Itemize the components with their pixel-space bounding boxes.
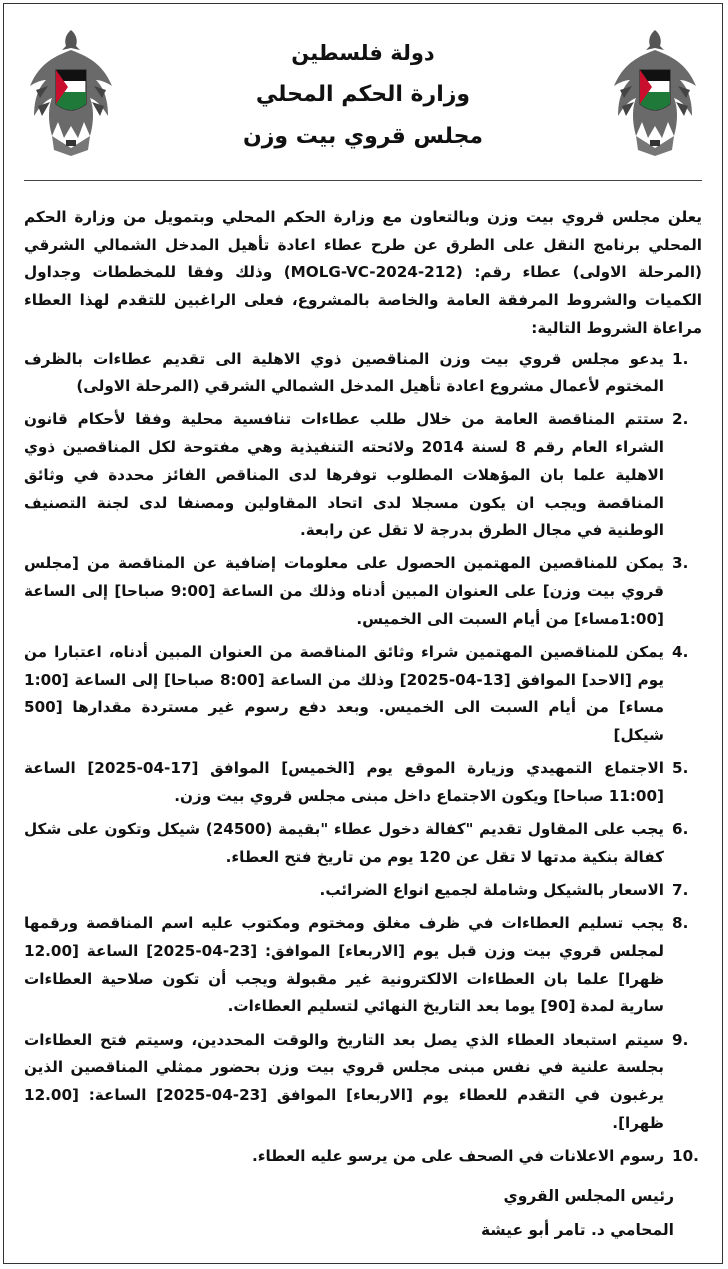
list-item xyxy=(24,406,702,545)
header-titles xyxy=(4,32,722,158)
item-text: يجب تسليم العطاءات في ظرف مغلق ومختوم ومكتوب عليه اسم المناقصة ورقمها لمجلس قروي بيت وزن قبل يوم [الاربعاء] الموافق: [23-04-2025] الساعة [12.00 ظهرا] علما بان العطاءات الالكترونية غير مقبولة ويجب أن تكون صلاحية العطاءات سارية لمدة [90] يوما بعد التاريخ النهائي لتسليم العطاءات. xyxy=(24,914,664,1016)
item-number: 1. xyxy=(672,349,689,368)
item-text: يمكن للمناقصين المهتمين شراء وثائق المناقصة من العنوان المبين أدناه، اعتبارا من يوم [الاحد] الموافق [13-04-2025] وذلك من الساعة [8:00 صباحا] إلى الساعة [1:00 مساء] من أيام السبت الى الخميس. وبعد دفع رسوم غير مستردة مقدارها [500 شيكل] xyxy=(24,643,664,745)
item-number: 3. xyxy=(672,554,689,573)
list-item xyxy=(24,910,702,1021)
announcement-page xyxy=(3,3,723,1264)
item-text: الاجتماع التمهيدي وزيارة الموقع يوم [الخميس] الموافق [17-04-2025] الساعة [11:00 صباحا] ويكون الاجتماع داخل مبنى مجلس قروي بيت وزن. xyxy=(24,759,664,806)
item-number: 9. xyxy=(672,1030,689,1049)
state-title: دولة فلسطين xyxy=(291,41,435,65)
list-item xyxy=(24,639,702,750)
item-text: يجب على المقاول تقديم "كفالة دخول عطاء "بقيمة (24500) شيكل وتكون على شكل كفالة بنكية مدتها لا تقل عن 120 يوم من تاريخ فتح العطاء. xyxy=(24,820,664,866)
list-item xyxy=(24,877,702,905)
item-number: 10. xyxy=(672,1147,699,1165)
item-number: 8. xyxy=(672,914,689,933)
announcement-body xyxy=(24,204,702,1247)
signature-title: رئيس المجلس القروي xyxy=(503,1186,674,1205)
list-item xyxy=(24,816,702,871)
header xyxy=(4,4,722,174)
item-text: يمكن للمناقصين المهتمين الحصول على معلومات إضافية عن المناقصة من [مجلس قروي بيت وزن] على العنوان المبين أدناه وذلك من الساعة [9:00 صباحا] إلى الساعة [1:00مساء] من أيام السبت الى الخميس. xyxy=(24,554,664,628)
item-number: 4. xyxy=(672,643,689,662)
item-number: 7. xyxy=(672,881,689,900)
council-title: مجلس قروي بيت وزن xyxy=(242,124,484,149)
item-number: 6. xyxy=(672,820,689,839)
item-text: سيتم استبعاد العطاء الذي يصل بعد التاريخ والوقت المحددين، وسيتم فتح العطاءات بجلسة علنية في نفس مبنى مجلس قروي بيت وزن بحضور ممثلي المناقصين الذين يرغبون في التقدم للعطاء يوم [الاربعاء] الموافق [23-04-2025] الساعة: [12.00 ظهرا]. xyxy=(24,1030,664,1132)
list-item xyxy=(24,755,702,810)
signature-name: المحامي د. تامر أبو عيشة xyxy=(480,1220,674,1239)
item-text: ستتم المناقصة العامة من خلال طلب عطاءات تنافسية محلية وفقا لأحكام قانون الشراء العام رقم 8 لسنة 2014 ولائحته التنفيذية وهي مفتوحة لكل المناقصين ذوي الاهلية علما بان المؤهلات المطلوب توفرها لدى المناقص الفائز محددة في وثائق المناقصة ويجب ان يكون مسجلا لدى اتحاد المقاولين ومصنفا لدى لجنة التصنيف الوطنية في مجال الطرق بدرجة لا تقل عن رابعة. xyxy=(24,410,664,540)
conditions-list xyxy=(24,346,702,1171)
ministry-title: وزارة الحكم المحلي xyxy=(255,82,471,107)
item-text: يدعو مجلس قروي بيت وزن المناقصين ذوي الاهلية الى تقديم عطاءات بالظرف المختوم لأعمال مشروع اعادة تأهيل المدخل الشمالي الشرقي (المرحلة الاولى) xyxy=(24,349,664,396)
item-text: رسوم الاعلانات في الصحف على من يرسو عليه العطاء. xyxy=(251,1147,664,1165)
list-item xyxy=(24,1027,702,1138)
list-item xyxy=(24,346,702,401)
list-item xyxy=(24,1143,702,1171)
intro-paragraph: يعلن مجلس قروي بيت وزن وبالتعاون مع وزارة الحكم المحلي وبتمويل من وزارة الحكم المحلي برنامج النقل على الطرق عن طرح عطاء اعادة تأهيل المدخل الشمالي الشرقي (المرحلة الاولى) عطاء رقم: (MOLG-VC-2024-212) وذلك وفقا للمخططات وجداول الكميات والشروط المرفقة العامة والخاصة بالمشروع، فعلى الراغبين للتقدم لهذا العطاء مراعاة الشروط التالية: xyxy=(24,208,702,337)
list-item xyxy=(24,550,702,633)
header-divider xyxy=(24,180,702,181)
item-number: 5. xyxy=(672,759,689,778)
item-number: 2. xyxy=(672,410,689,429)
signature-block xyxy=(24,1179,702,1247)
item-text: الاسعار بالشيكل وشاملة لجميع انواع الضرائب. xyxy=(319,881,664,900)
